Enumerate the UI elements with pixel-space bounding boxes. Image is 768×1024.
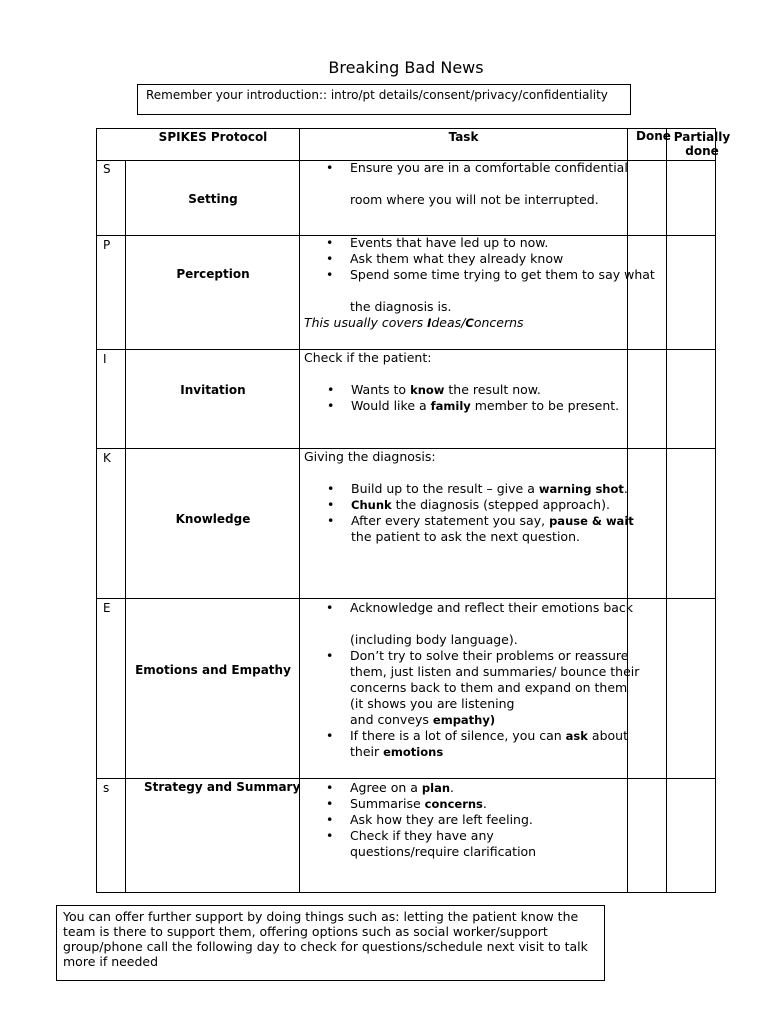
stage-strategy-summary: Strategy and Summary xyxy=(144,780,301,794)
list-item: • Chunk the diagnosis (stepped approach). xyxy=(305,497,665,513)
introduction-reminder-text: Remember your introduction:: intro/pt details/consent/privacy/confidentiality xyxy=(146,88,608,102)
stage-perception: Perception xyxy=(176,267,250,281)
row-letter-k: K xyxy=(103,451,111,465)
introduction-reminder-box xyxy=(137,84,631,115)
table-border-top xyxy=(96,128,716,129)
list-item: • Would like a family member to be present. xyxy=(305,398,665,414)
list-item: • Wants to know the result now. xyxy=(305,382,665,398)
list-item: • Build up to the result – give a warning shot. xyxy=(305,481,665,497)
list-item: • If there is a lot of silence, you can ask about their emotions xyxy=(304,728,664,760)
list-item: • Agree on a plan. xyxy=(304,780,664,796)
task-list xyxy=(305,382,665,414)
row-letter-s-strategy: s xyxy=(103,781,110,795)
task-list xyxy=(304,600,664,760)
task-list xyxy=(304,780,664,860)
header-spikes-protocol: SPIKES Protocol xyxy=(158,130,268,144)
stage-setting: Setting xyxy=(188,192,238,206)
knowledge-intro: Giving the diagnosis: xyxy=(304,449,436,464)
list-item: • Ask them what they already know xyxy=(304,251,664,267)
spikes-table xyxy=(96,128,731,893)
row-letter-p: P xyxy=(103,238,111,252)
row-letter-i: I xyxy=(103,352,107,366)
row-letter-s: S xyxy=(103,162,111,176)
list-item: • Acknowledge and reflect their emotions back (including body language). xyxy=(304,600,664,648)
task-list xyxy=(305,481,665,545)
list-item: • Events that have led up to now. xyxy=(304,235,664,251)
list-item: • Don’t try to solve their problems or reassure them, just listen and summaries/ bounce their concerns back to them and expand on them (it shows you are listening and conveys empathy) xyxy=(304,648,664,728)
task-setting xyxy=(304,160,664,208)
task-invitation xyxy=(305,350,665,414)
task-emotions-empathy xyxy=(304,600,664,760)
document-title: Breaking Bad News xyxy=(328,58,484,77)
stage-emotions-empathy: Emotions and Empathy xyxy=(135,663,291,677)
task-list xyxy=(304,235,664,315)
list-item: • Check if they have any questions/require clarification xyxy=(304,828,664,860)
further-support-note-box xyxy=(56,905,605,981)
stage-knowledge: Knowledge xyxy=(175,512,251,526)
stage-invitation: Invitation xyxy=(180,383,246,397)
table-border-bottom xyxy=(96,892,716,893)
list-item: • After every statement you say, pause & wait the patient to ask the next question. xyxy=(305,513,665,545)
row-divider-emotions xyxy=(96,778,716,779)
list-item: • Ensure you are in a comfortable confidential room where you will not be interrupted. xyxy=(304,160,664,208)
row-letter-e: E xyxy=(103,601,111,615)
task-list xyxy=(304,160,664,208)
list-item: • Ask how they are left feeling. xyxy=(304,812,664,828)
further-support-note: You can offer further support by doing things such as: letting the patient know the team is there to support them, offering options such as social worker/support group/phone call the following day to check for questions/schedule next visit to talk more if needed xyxy=(63,909,588,969)
perception-note: This usually covers Ideas/Concerns xyxy=(304,315,524,330)
header-task: Task xyxy=(448,130,479,144)
task-perception xyxy=(304,235,664,331)
header-partially-done: Partially done xyxy=(673,130,731,158)
task-strategy-summary xyxy=(304,780,664,860)
task-knowledge xyxy=(305,449,665,545)
header-done: Done xyxy=(636,129,671,143)
invitation-intro: Check if the patient: xyxy=(304,350,432,365)
list-item: • Spend some time trying to get them to say what the diagnosis is. xyxy=(304,267,664,315)
row-divider-knowledge xyxy=(96,598,716,599)
list-item: • Summarise concerns. xyxy=(304,796,664,812)
